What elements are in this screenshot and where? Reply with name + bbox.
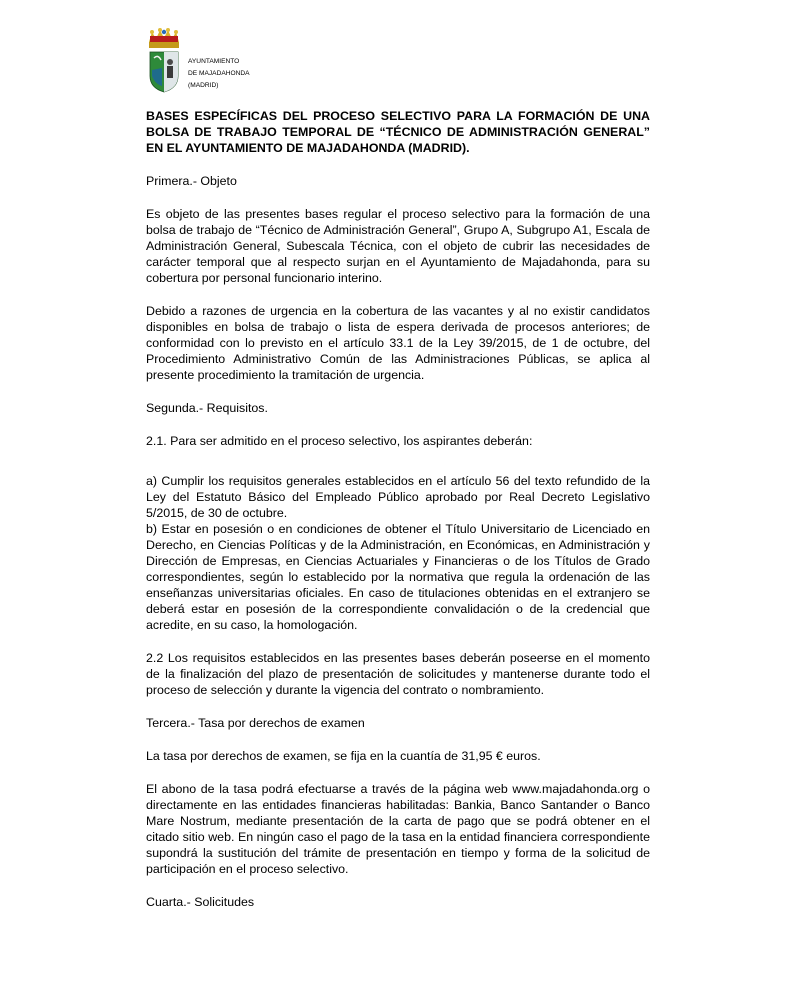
- org-line-2: DE MAJADAHONDA: [188, 70, 250, 77]
- letterhead: [146, 28, 346, 98]
- paragraph-requisitos-2-2: 2.2 Los requisitos establecidos en las presentes bases deberán poseerse en el momento de la finalización del plazo de presentación de solicitudes y mantenerse durante todo el proceso de selección y durante la vigencia del contrato o nombramiento.: [146, 651, 650, 697]
- section-heading-cuarta: Cuarta.- Solicitudes: [146, 895, 255, 909]
- section-heading-tercera: Tercera.- Tasa por derechos de examen: [146, 716, 365, 730]
- paragraph-requisitos-intro: 2.1. Para ser admitido en el proceso selectivo, los aspirantes deberán:: [146, 434, 533, 448]
- paragraph-requisito-a: a) Cumplir los requisitos generales establecidos en el artículo 56 del texto refundido de la Ley del Estatuto Básico del Empleado Público aprobado por Real Decreto Legislativo 5/2015, de 30 de octubre.: [146, 474, 650, 520]
- org-line-3: (MADRID): [188, 82, 219, 89]
- paragraph-requisito-b: b) Estar en posesión o en condiciones de obtener el Título Universitario de Licenciado en Derecho, en Ciencias Políticas y de la Administración, en Económicas, en Administración y Dirección de Empresas, en Ciencias Actuariales y Financieras o de los Títulos de Grado correspondientes, según lo establecido por la normativa que regula la ordenación de las enseñanzas universitarias oficiales. En caso de titulaciones obtenidas en el extranjero se deberá estar en posesión de la correspondiente convalidación o de la credencial que acredite, en su caso, la homologación.: [146, 522, 650, 632]
- document-body: [146, 108, 650, 927]
- paragraph-tasa-1: La tasa por derechos de examen, se fija en la cuantía de 31,95 € euros.: [146, 749, 541, 763]
- paragraph-objeto-1: Es objeto de las presentes bases regular el proceso selectivo para la formación de una bolsa de trabajo de “Técnico de Administración General”, Grupo A, Subgrupo A1, Escala de Administración General, Subescala Técnica, con el objeto de cubrir las necesidades de carácter temporal que al respecto surjan en el Ayuntamiento de Majadahonda, para su cobertura por personal funcionario interino.: [146, 207, 650, 285]
- paragraph-tasa-2: El abono de la tasa podrá efectuarse a través de la página web www.majadahonda.org o directamente en las entidades financieras habilitadas: Bankia, Banco Santander o Banco Mare Nostrum, mediante presentación de la carta de pago que se podrá obtener en el citado sitio web. En ningún caso el pago de la tasa en la entidad financiera correspondiente supondrá la sustitución del trámite de presentación en tiempo y forma de la solicitud de participación en el proceso selectivo.: [146, 782, 650, 876]
- org-line-1: AYUNTAMIENTO: [188, 58, 240, 65]
- paragraph-objeto-2: Debido a razones de urgencia en la cobertura de las vacantes y al no existir candidatos disponibles en bolsa de trabajo o lista de espera derivada de procesos anteriores; de conformidad con lo previsto en el artículo 33.1 de la Ley 39/2015, de 1 de octubre, del Procedimiento Administrativo Común de las Administraciones Públicas, se aplica al presente procedimiento la tramitación de urgencia.: [146, 304, 650, 382]
- section-heading-primera: Primera.- Objeto: [146, 174, 237, 188]
- document-title: BASES ESPECÍFICAS DEL PROCESO SELECTIVO PARA LA FORMACIÓN DE UNA BOLSA DE TRABAJO TEMPORAL DE “TÉCNICO DE ADMINISTRACIÓN GENERAL” EN EL AYUNTAMIENTO DE MAJADAHONDA (MADRID).: [146, 109, 650, 155]
- organization-name: [188, 56, 250, 92]
- section-heading-segunda: Segunda.- Requisitos.: [146, 401, 268, 415]
- coat-of-arms-icon: [146, 28, 182, 94]
